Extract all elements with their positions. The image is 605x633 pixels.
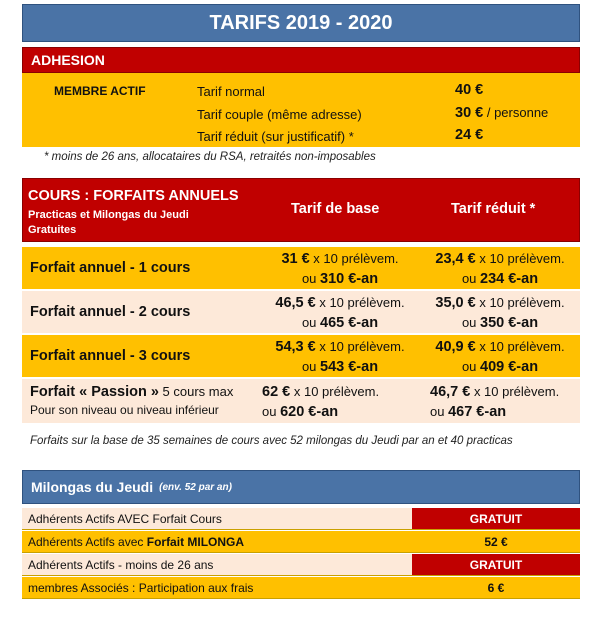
forfait-price-reduit: 23,4 € x 10 prélèvem. ou 234 €-an xyxy=(435,251,565,287)
forfait-price-base: 46,5 € x 10 prélèvem. ou 465 €-an xyxy=(275,295,405,331)
forfait-row xyxy=(22,379,580,423)
page-title: TARIFS 2019 - 2020 xyxy=(22,4,580,42)
adhesion-row-label: Tarif réduit (sur justificatif) * xyxy=(197,129,354,144)
adhesion-row-label: Tarif couple (même adresse) xyxy=(197,107,362,122)
member-label: MEMBRE ACTIF xyxy=(54,84,146,98)
adhesion-row-price: 40 € xyxy=(455,82,484,98)
col-header-reduit: Tarif réduit * xyxy=(451,201,536,217)
forfait-name: Forfait annuel - 2 cours xyxy=(30,304,191,320)
milongas-row-label: Adhérents Actifs avec Forfait MILONGA xyxy=(28,535,245,549)
cours-header-sub: Gratuites xyxy=(28,224,77,236)
adhesion-row-label: Tarif normal xyxy=(197,84,265,99)
forfait-row xyxy=(22,335,580,377)
milongas-header: Milongas du Jeudi (env. 52 par an) xyxy=(22,470,580,504)
forfait-price-reduit: 46,7 € x 10 prélèvem. ou 467 €-an xyxy=(430,384,560,420)
forfait-row xyxy=(22,247,580,289)
forfait-price-base: 62 € x 10 prélèvem. ou 620 €-an xyxy=(262,384,380,420)
adhesion-block xyxy=(22,73,580,147)
milongas-row-label: Adhérents Actifs AVEC Forfait Cours xyxy=(28,512,222,526)
milongas-row-value: 52 € xyxy=(412,531,580,552)
milongas-row xyxy=(22,554,580,576)
cours-header xyxy=(22,178,580,242)
milongas-row-label: Adhérents Actifs - moins de 26 ans xyxy=(28,558,214,572)
adhesion-footnote: * moins de 26 ans, allocataires du RSA, retraités non-imposables xyxy=(44,151,376,163)
forfait-name: Forfait annuel - 1 cours xyxy=(30,260,191,276)
adhesion-header: ADHESION xyxy=(22,47,580,73)
milongas-row-value: 6 € xyxy=(412,577,580,598)
col-header-base: Tarif de base xyxy=(291,201,380,217)
forfait-price-reduit: 35,0 € x 10 prélèvem. ou 350 €-an xyxy=(435,295,565,331)
forfait-name: Forfait annuel - 3 cours xyxy=(30,348,191,364)
forfait-price-base: 31 € x 10 prélèvem. ou 310 €-an xyxy=(281,251,399,287)
forfait-row xyxy=(22,291,580,333)
forfait-name: Forfait « Passion » 5 cours max xyxy=(30,384,234,400)
milongas-row-value: GRATUIT xyxy=(412,554,580,575)
forfait-subtitle: Pour son niveau ou niveau inférieur xyxy=(30,403,219,417)
milongas-row xyxy=(22,531,580,553)
adhesion-row-price: 30 € / personne xyxy=(455,105,549,121)
cours-header-title: COURS : FORFAITS ANNUELS xyxy=(28,188,239,204)
forfait-price-base: 54,3 € x 10 prélèvem. ou 543 €-an xyxy=(275,339,405,375)
milongas-row-value: GRATUIT xyxy=(412,508,580,529)
adhesion-row-price: 24 € xyxy=(455,127,484,143)
forfait-price-reduit: 40,9 € x 10 prélèvem. ou 409 €-an xyxy=(435,339,565,375)
milongas-row-label: membres Associés : Participation aux frais xyxy=(28,581,254,595)
cours-header-sub: Practicas et Milongas du Jeudi xyxy=(28,209,189,221)
milongas-row xyxy=(22,577,580,599)
milongas-row xyxy=(22,508,580,530)
cours-footnote: Forfaits sur la base de 35 semaines de cours avec 52 milongas du Jeudi par an et 40 practicas xyxy=(30,435,513,447)
